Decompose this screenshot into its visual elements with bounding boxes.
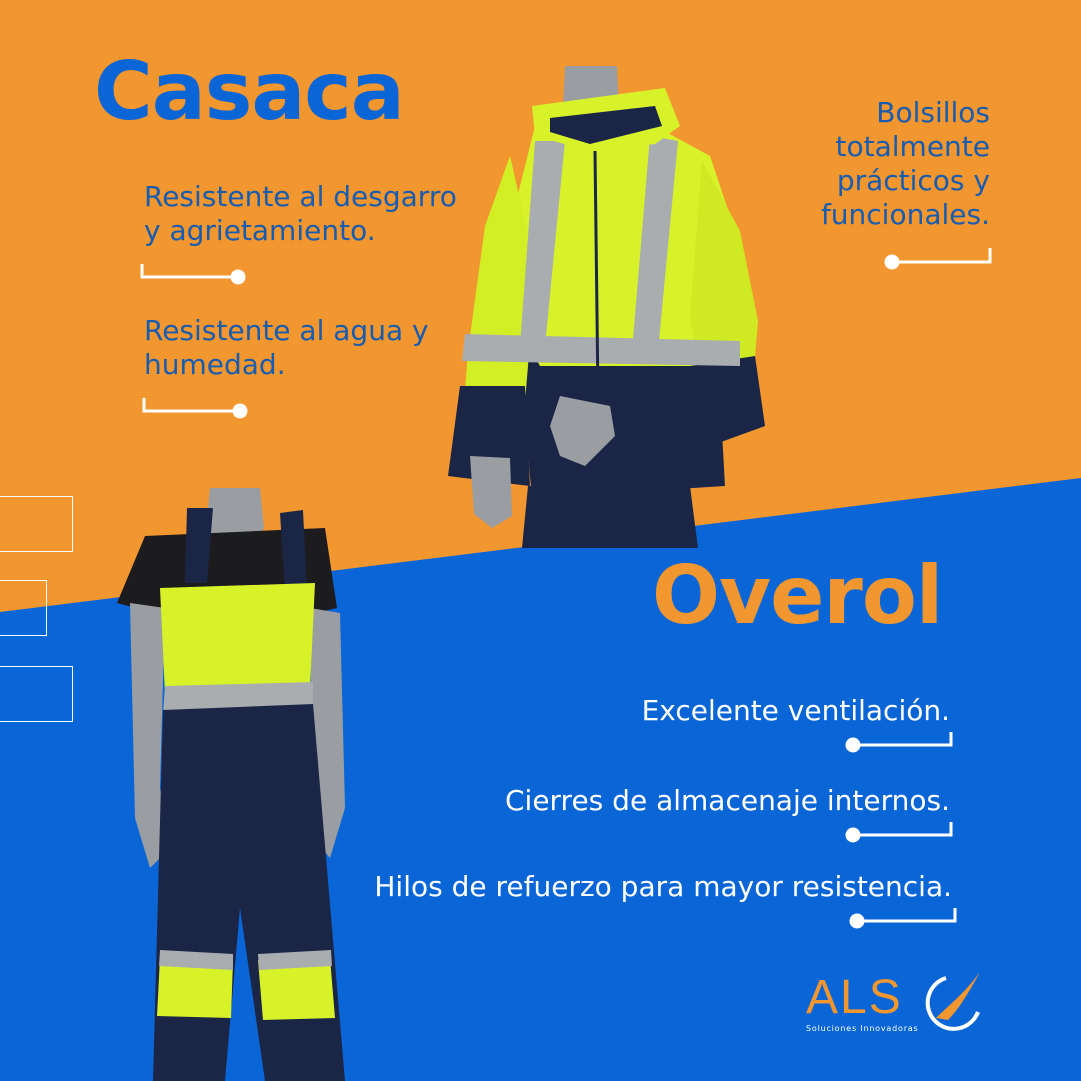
overall-image (115, 488, 355, 1081)
overall-feature-1: Excelente ventilación. (641, 694, 950, 727)
connector-dot-icon (844, 904, 964, 934)
connector-dot-icon (136, 258, 256, 288)
brand-name: ALS (806, 971, 903, 1024)
connector-dot-icon (840, 818, 960, 848)
jacket-title: Casaca (94, 45, 404, 138)
connector-dot-icon (840, 728, 960, 758)
brand-logo (806, 968, 988, 1040)
decorative-frame-icon (0, 580, 47, 636)
connector-dot-icon (136, 392, 256, 422)
brand-swoosh-icon (918, 968, 988, 1034)
overall-title: Overol (652, 549, 943, 642)
decorative-frame-icon (0, 496, 73, 552)
brand-tagline: Soluciones Innovadoras (806, 1024, 919, 1033)
jacket-feature-2: Resistente al agua y humedad. (144, 314, 429, 381)
decorative-frame-icon (0, 666, 73, 722)
connector-dot-icon (878, 244, 998, 274)
jacket-feature-3: Bolsillos totalmente prácticos y funcionales. (820, 96, 990, 231)
jacket-feature-1: Resistente al desgarro y agrietamiento. (144, 180, 457, 247)
overall-feature-3: Hilos de refuerzo para mayor resistencia. (374, 870, 952, 903)
overall-feature-2: Cierres de almacenaje internos. (504, 784, 950, 817)
jacket-image (440, 66, 770, 548)
